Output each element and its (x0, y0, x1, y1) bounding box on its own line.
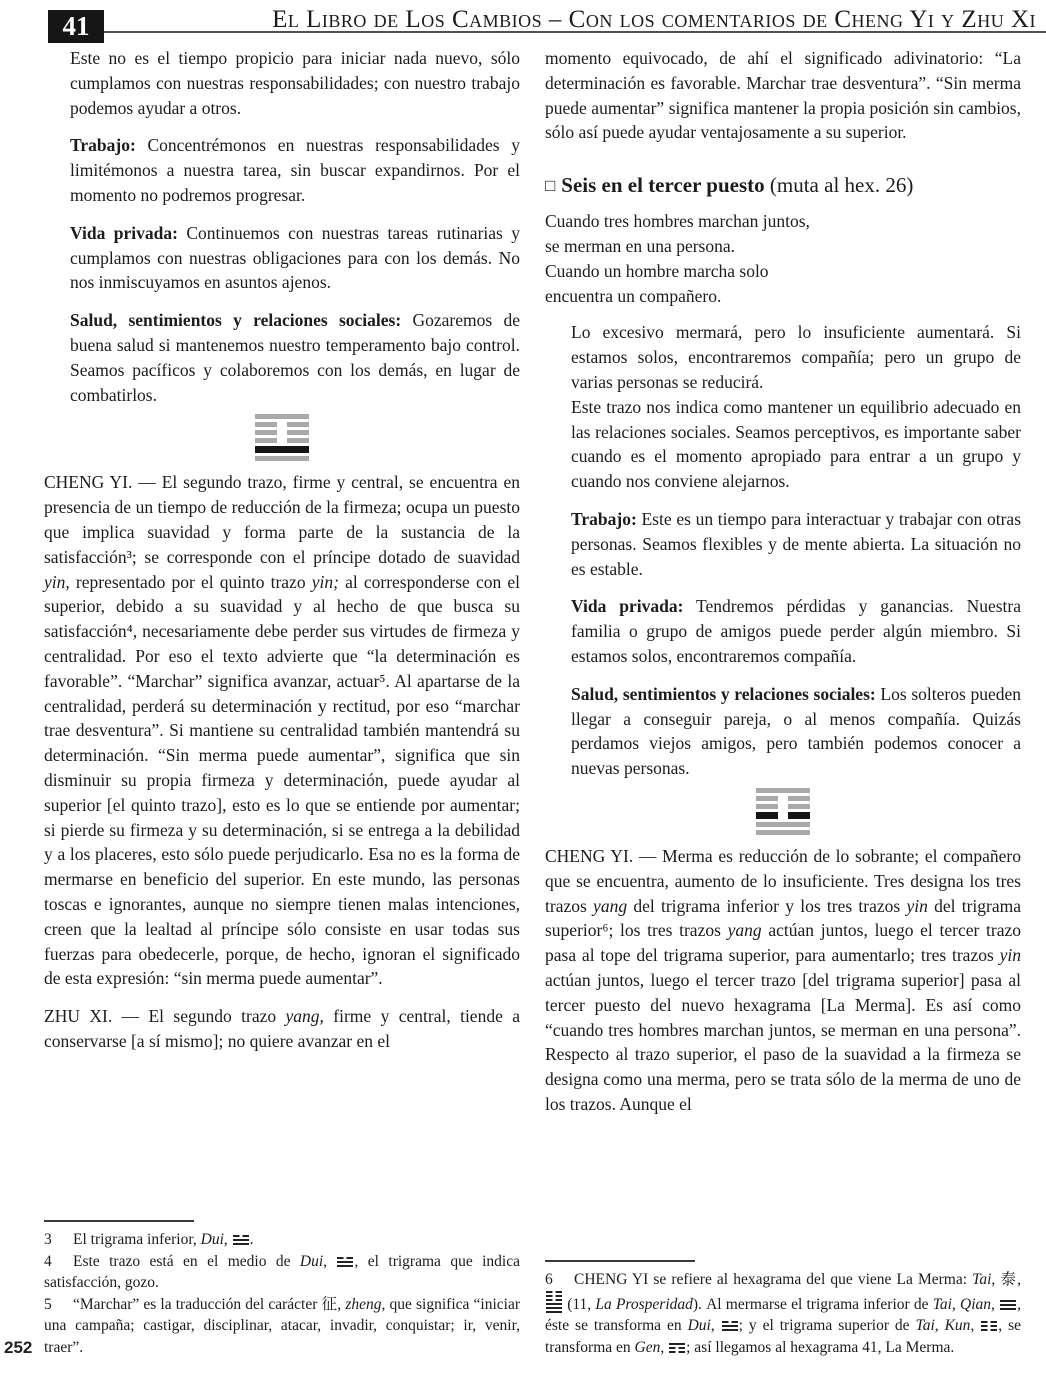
zhu-xi-continuation: momento equivocado, de ahí el significado adivinatorio: “La determinación es favorable. Marchar trae desventura”. “Sin merma puede aumentar” significa mantener la propia posición sin cambios, sólo así puede ayudar ventajosamente a su superior. (545, 48, 1021, 143)
right-advice-block (571, 320, 1021, 781)
footnote-text: “Marchar” es la traducción del carácter 征, zheng, que significa “iniciar una campaña; castigar, disciplinar, atacar, invadir, conquistar; ir, venir, traer”. (44, 1295, 520, 1356)
footnote-6 (545, 1269, 1021, 1358)
advice-label: Trabajo: (571, 508, 637, 529)
advice-text: Concentrémonos en nuestras responsabilidades y limitémonos a nuestra tarea, sin buscar expandirnos. Por el momento no podremos progresar. (70, 135, 520, 205)
hexagram-solid-line (756, 830, 810, 835)
tri-dui-icon (722, 1321, 738, 1331)
commentary-paragraph: Lo excesivo mermará, pero lo insuficiente aumentará. Si estamos solos, encontraremos compañía; pero un grupo de varias personas se reducirá. (571, 322, 1021, 392)
footnote-text: El trigrama inferior, Dui, . (73, 1231, 254, 1248)
tri-dui-icon (233, 1235, 249, 1245)
advice-trabajo (571, 507, 1021, 581)
hexagram-solid-line (255, 414, 309, 419)
intro-paragraph: Este no es el tiempo propicio para iniciar nada nuevo, sólo cumplamos con nuestras responsabilidades; con nuestro trabajo podemos ayudar a otros. (70, 48, 520, 118)
footnote-number: 3 (44, 1231, 52, 1248)
hexagram-solid-line (255, 456, 309, 461)
advice-label: Vida privada: (571, 596, 684, 617)
advice-text: Continuemos con nuestras tareas rutinarias y cumplamos con nuestras obligaciones para con los demás. No nos inmiscuyamos en asuntos ajenos. (70, 222, 520, 293)
footnote-rule (44, 1220, 194, 1222)
footnote-number: 6 (545, 1271, 553, 1288)
advice-label: Trabajo: (70, 135, 136, 156)
hexagram-41-line-3-figure (756, 788, 810, 835)
footnote-number: 5 (44, 1295, 52, 1313)
footnote-4 (44, 1251, 520, 1294)
left-advice-block (70, 46, 520, 407)
right-column (545, 46, 1021, 1358)
verse-line: encuentra un compañero. (545, 285, 722, 306)
tri-qian-icon (1000, 1300, 1016, 1310)
advice-label: Salud, sentimientos y relaciones sociales: (571, 683, 876, 704)
footnotes-left (44, 1220, 520, 1358)
tri-kun-icon (981, 1321, 997, 1331)
hexagram-broken-line (255, 422, 309, 427)
verse-line: se merman en una persona. (545, 235, 735, 256)
advice-salud (571, 682, 1021, 781)
verse-line: Cuando tres hombres marchan juntos, (545, 211, 810, 232)
footnote-number: 4 (44, 1252, 52, 1270)
footnote-text: CHENG YI se refiere al hexagrama del que viene La Merma: Tai, 泰, (11, La Prosperidad). Al mermarse el trigrama inferior de Tai, Qian, , éste se transforma en Dui, ; y el trigrama superior de Tai, Kun, , se transforma en Gen, ; así llegamos al hexagrama 41, La Merma. (545, 1271, 1022, 1356)
hexagram-solid-line (756, 822, 810, 827)
advice-text: Tendremos pérdidas y ganancias. Nuestra familia o grupo de amigos puede perder algún miembro. Si estamos solos, encontraremos compañía. (571, 596, 1022, 666)
advice-text: Los solteros pueden llegar a conseguir pareja, o al menos compañía. Quizás perdamos viejos amigos, pero también podemos conocer a nuevas personas. (571, 683, 1021, 779)
advice-salud (70, 308, 520, 407)
two-column-body (44, 46, 1021, 1358)
hexagram-broken-line (255, 430, 309, 435)
hexagram-solid-line (756, 788, 810, 793)
footnote-5 (44, 1294, 520, 1359)
hexagram-broken-line (756, 812, 810, 819)
tri-gen-icon (669, 1343, 685, 1353)
footnote-text: Este trazo está en el medio de Dui, , el trigrama que indica satisfacción, gozo. (44, 1252, 520, 1291)
line-heading (545, 172, 1021, 200)
advice-vida-privada (70, 221, 520, 295)
hexagram-broken-line (756, 796, 810, 801)
advice-text: Gozaremos de buena salud si mantenemos nuestro temperamento bajo control. Seamos pacíficos y colaboremos con los demás, en lugar de combatirlos. (70, 310, 520, 405)
hexagram-solid-line (255, 446, 309, 453)
page-header (0, 0, 1046, 46)
tri-dui-icon (337, 1257, 353, 1267)
cheng-yi-commentary: CHENG YI. — El segundo trazo, firme y central, se encuentra en presencia de un tiempo de reducción de la firmeza; ocupa un puesto que implica suavidad y forma parte de la sustancia de la satisfacción³; se corresponde con el príncipe dotado de suavidad yin, representado por el quinto trazo yin; al corresponderse con el superior, debido a su suavidad y al hecho de que busca su satisfacción⁴, necesariamente debe perder sus virtudes de firmeza y centralidad. Por eso el texto advierte que “la determinación es favorable”. “Marchar” significa avanzar, actuar⁵. Al apartarse de la centralidad, perderá su determinación y rectitud, por eso “marchar trae desventura”. Si mantiene su centralidad también mantendrá su determinación. “Sin merma puede aumentar”, significa que sin disminuir su propia firmeza y determinación, puede ayudar al superior [el quinto trazo], esto es lo que se entiende por aumentar; si pierde su firmeza y su determinación, si se entrega a la debilidad y a los placeres, esto sólo puede perjudicarlo. Esa no es la forma de mermarse en beneficio del superior. En este mundo, las personas toscas e ignorantes, aunque no siempre tienen malas intenciones, creen que la lealtad al príncipe sólo consiste en usar todas sus fuerzas para obedecerle, porque, de hecho, ignoran el significado de esta expresión: “sin merma puede aumentar”. (44, 472, 520, 989)
hexagram-broken-line (756, 804, 810, 809)
hex-tai-icon (546, 1291, 562, 1313)
footnote-rule (545, 1260, 695, 1262)
advice-label: Vida privada: (70, 222, 178, 243)
advice-label: Salud, sentimientos y relaciones sociales: (70, 310, 402, 331)
running-title: El Libro de Los Cambios – Con los comentarios de Cheng Yi y Zhu Xi (272, 6, 1036, 33)
hexagram-broken-line (255, 438, 309, 443)
footnotes-right (545, 1260, 1021, 1358)
hexagram-41-line-2-figure (255, 414, 309, 461)
hexagram-number-badge: 41 (48, 10, 104, 43)
verse-line: Cuando un hombre marcha solo (545, 260, 769, 281)
line-heading-title: Seis en el tercer puesto (561, 173, 765, 198)
footnote-3 (44, 1229, 520, 1251)
advice-trabajo (70, 133, 520, 207)
oracle-verse (545, 209, 1021, 308)
square-bullet-icon: □ (545, 176, 556, 196)
line-heading-mutation: (muta al hex. 26) (769, 173, 914, 198)
page-number: 252 (4, 1338, 33, 1357)
commentary-paragraph: Este trazo nos indica como mantener un equilibrio adecuado en las relaciones sociales. Seamos perceptivos, es importante saber cuando es el momento apropiado para entrar a un grupo y cuando nos conviene alejarnos. (571, 396, 1021, 492)
zhu-xi-commentary: ZHU XI. — El segundo trazo yang, firme y central, tiende a conservarse [a sí mismo]; no quiere avanzar en el (44, 1006, 520, 1051)
advice-vida-privada (571, 594, 1021, 668)
advice-text: Este es un tiempo para interactuar y trabajar con otras personas. Seamos flexibles y de mente abierta. La situación no es estable. (571, 508, 1021, 579)
cheng-yi-commentary: CHENG YI. — Merma es reducción de lo sobrante; el compañero que se encuentra, aumento de lo insuficiente. Tres designa los tres trazos yang del trigrama inferior y los tres trazos yin del trigrama superior⁶; los tres trazos yang actúan juntos, luego el tercer trazo pasa al tope del trigrama superior, para aumentarlo; tres trazos yin actúan juntos, luego el tercer trazo [del trigrama superior] pasa al tercer puesto del nuevo hexagrama [La Merma]. Es así como “cuando tres hombres marchan juntos, se merman en una persona”. Respecto al trazo superior, el paso de la suavidad a la firmeza se designa como una merma, pero se trata sólo de la merma de uno de los trazos. Aunque el (545, 845, 1022, 1114)
left-column (44, 46, 520, 1358)
